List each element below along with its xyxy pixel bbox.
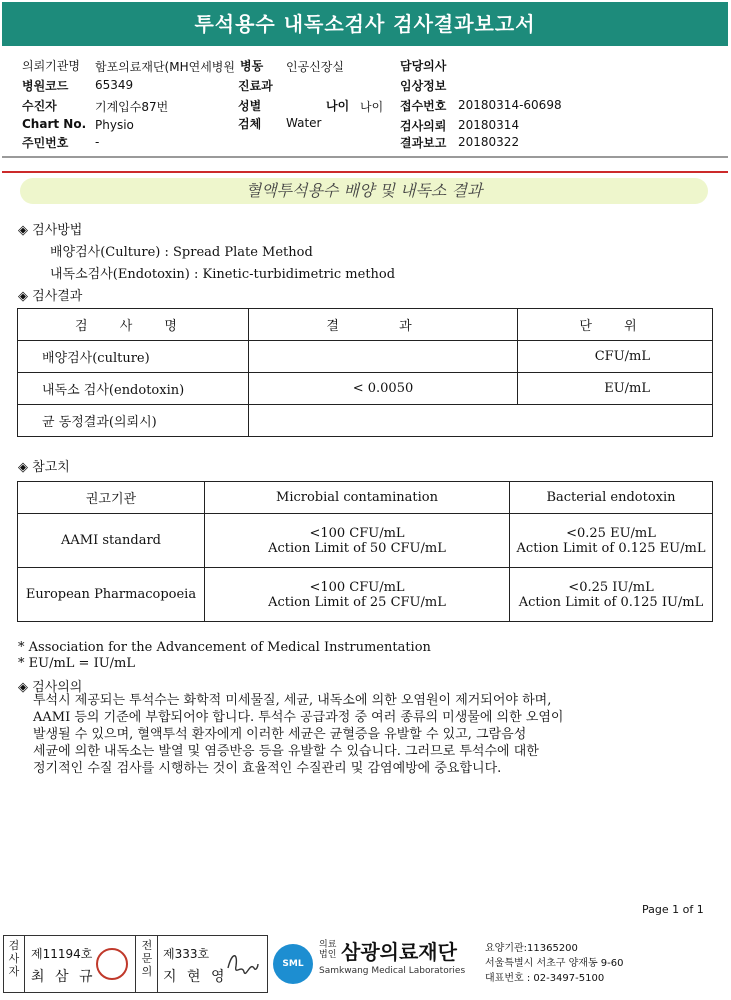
ref-endo-action: Action Limit of 0.125 IU/mL	[518, 594, 704, 610]
row-result	[249, 341, 518, 373]
method-endotoxin: 내독소검사(Endotoxin) : Kinetic-turbidimetric method	[50, 267, 396, 282]
col-endo: Bacterial endotoxin	[510, 482, 713, 514]
hospital-code-label: 병원코드	[22, 79, 69, 93]
ref-endo-limit: <0.25 IU/mL	[568, 579, 654, 595]
table-row	[18, 341, 713, 373]
significance-line: 정기적인 수질 검사를 시행하는 것이 효율적인 수질관리 및 감염예방에 중요합니다.	[33, 761, 502, 776]
age-value: 나이	[360, 100, 384, 114]
resident-value: -	[95, 135, 100, 149]
row-name: 배양검사(culture)	[18, 341, 249, 373]
clinical-label: 임상정보	[400, 79, 447, 93]
ref-micro	[205, 568, 510, 622]
divider-red	[2, 171, 728, 173]
significance-line: 발생될 수 있으며, 혈액투석 환자에게 이러한 세균은 균혈증을 유발할 수 있고, 그람음성	[33, 727, 527, 742]
lab-name: 삼광의료재단	[341, 940, 457, 964]
specialist-name: 지 현 영	[163, 969, 228, 985]
receipt-value: 20180314-60698	[458, 98, 562, 112]
col-result: 결 과	[249, 309, 518, 341]
specimen-label: 검체	[238, 117, 262, 131]
col-micro: Microbial contamination	[205, 482, 510, 514]
section-title: 혈액투석용수 배양 및 내독소 결과	[20, 178, 708, 204]
row-result: < 0.0050	[249, 373, 518, 405]
seal-stamp-icon	[96, 948, 128, 980]
col-org: 권고기관	[18, 482, 205, 514]
sml-logo-icon: SML	[273, 944, 313, 984]
lab-code: 요양기관:11365200	[485, 943, 578, 954]
institution-label: 의뢰기관명	[22, 59, 80, 73]
resident-label: 주민번호	[22, 136, 69, 150]
signature-icon	[224, 946, 260, 980]
method-culture: 배양검사(Culture) : Spread Plate Method	[50, 245, 313, 260]
divider-gray	[2, 156, 728, 158]
receipt-label: 접수번호	[400, 99, 447, 113]
age-label: 나이	[326, 99, 350, 113]
ref-micro	[205, 514, 510, 568]
table-row	[18, 405, 713, 437]
specialist-label: 전문의	[141, 939, 153, 978]
significance-line: 세균에 의한 내독소는 발열 및 염증반응 등을 유발할 수 있습니다. 그러므로 투석수에 대한	[33, 744, 539, 759]
footnote-units: * EU/mL = IU/mL	[18, 656, 136, 671]
specialist-license: 제333호	[163, 947, 210, 961]
results-heading: ◈ 검사결과	[18, 289, 83, 304]
sex-label: 성별	[238, 99, 262, 113]
ref-endo	[510, 568, 713, 622]
footnote-aami: * Association for the Advancement of Medical Instrumentation	[18, 640, 431, 655]
method-heading: ◈ 검사방법	[18, 223, 83, 238]
ref-micro-action: Action Limit of 25 CFU/mL	[268, 594, 446, 610]
row-result	[249, 405, 713, 437]
row-unit: CFU/mL	[518, 341, 713, 373]
table-row	[18, 373, 713, 405]
row-name: 균 동정결과(의뢰시)	[18, 405, 249, 437]
doctor-label: 담당의사	[400, 59, 447, 73]
corp-label: 의료 법인	[319, 940, 337, 960]
ward-label: 병동	[240, 59, 264, 73]
row-name: 내독소 검사(endotoxin)	[18, 373, 249, 405]
ref-org: European Pharmacopoeia	[18, 568, 205, 622]
lab-english-name: Samkwang Medical Laboratories	[319, 966, 466, 976]
reference-table	[17, 481, 713, 622]
ward-value: 인공신장실	[286, 60, 344, 74]
report-label: 결과보고	[400, 136, 447, 150]
request-value: 20180314	[458, 118, 520, 132]
request-label: 검사의뢰	[400, 119, 447, 133]
significance-heading: ◈ 검사의의	[18, 680, 83, 695]
page-number: Page 1 of 1	[642, 903, 704, 916]
reference-heading: ◈ 참고치	[18, 460, 70, 475]
chart-value: Physio	[95, 118, 134, 132]
subject-value: 기계입수87번	[95, 100, 169, 114]
ref-endo-limit: <0.25 EU/mL	[566, 525, 656, 541]
significance-line: AAMI 등의 기준에 부합되어야 합니다. 투석수 공급과정 중 여러 종류의 미생물에 의한 오염이	[33, 710, 564, 725]
table-row	[18, 514, 713, 568]
row-unit: EU/mL	[518, 373, 713, 405]
examiner-license: 제11194호	[31, 947, 93, 961]
report-value: 20180322	[458, 135, 520, 149]
results-table	[17, 308, 713, 437]
ref-micro-limit: <100 CFU/mL	[309, 525, 405, 541]
results-header-row	[18, 309, 713, 341]
signature-box	[3, 935, 268, 993]
report-title: 투석용수 내독소검사 검사결과보고서	[2, 2, 728, 46]
ref-endo	[510, 514, 713, 568]
examiner-name: 최 삼 규	[31, 969, 96, 985]
examiner-label: 검사자	[8, 939, 20, 978]
lab-phone: 대표번호 : 02-3497-5100	[485, 973, 605, 984]
col-name: 검 사 명	[18, 309, 249, 341]
col-unit: 단 위	[518, 309, 713, 341]
ref-micro-limit: <100 CFU/mL	[309, 579, 405, 595]
ref-micro-action: Action Limit of 50 CFU/mL	[268, 540, 446, 556]
subject-label: 수진자	[22, 99, 57, 113]
lab-address: 서울특별시 서초구 양재동 9-60	[485, 958, 624, 969]
significance-line: 투석시 제공되는 투석수는 화학적 미세물질, 세균, 내독소에 의한 오염원이 제거되어야 하며,	[33, 693, 552, 708]
ref-endo-action: Action Limit of 0.125 EU/mL	[516, 540, 706, 556]
ref-org: AAMI standard	[18, 514, 205, 568]
significance-text	[33, 692, 683, 777]
chart-label: Chart No.	[22, 117, 87, 131]
institution-value: 함포의료재단(MH연세병원	[95, 60, 235, 74]
specimen-value: Water	[286, 116, 322, 130]
table-row	[18, 568, 713, 622]
dept-label: 진료과	[238, 79, 273, 93]
hospital-code-value: 65349	[95, 78, 134, 92]
reference-header-row	[18, 482, 713, 514]
